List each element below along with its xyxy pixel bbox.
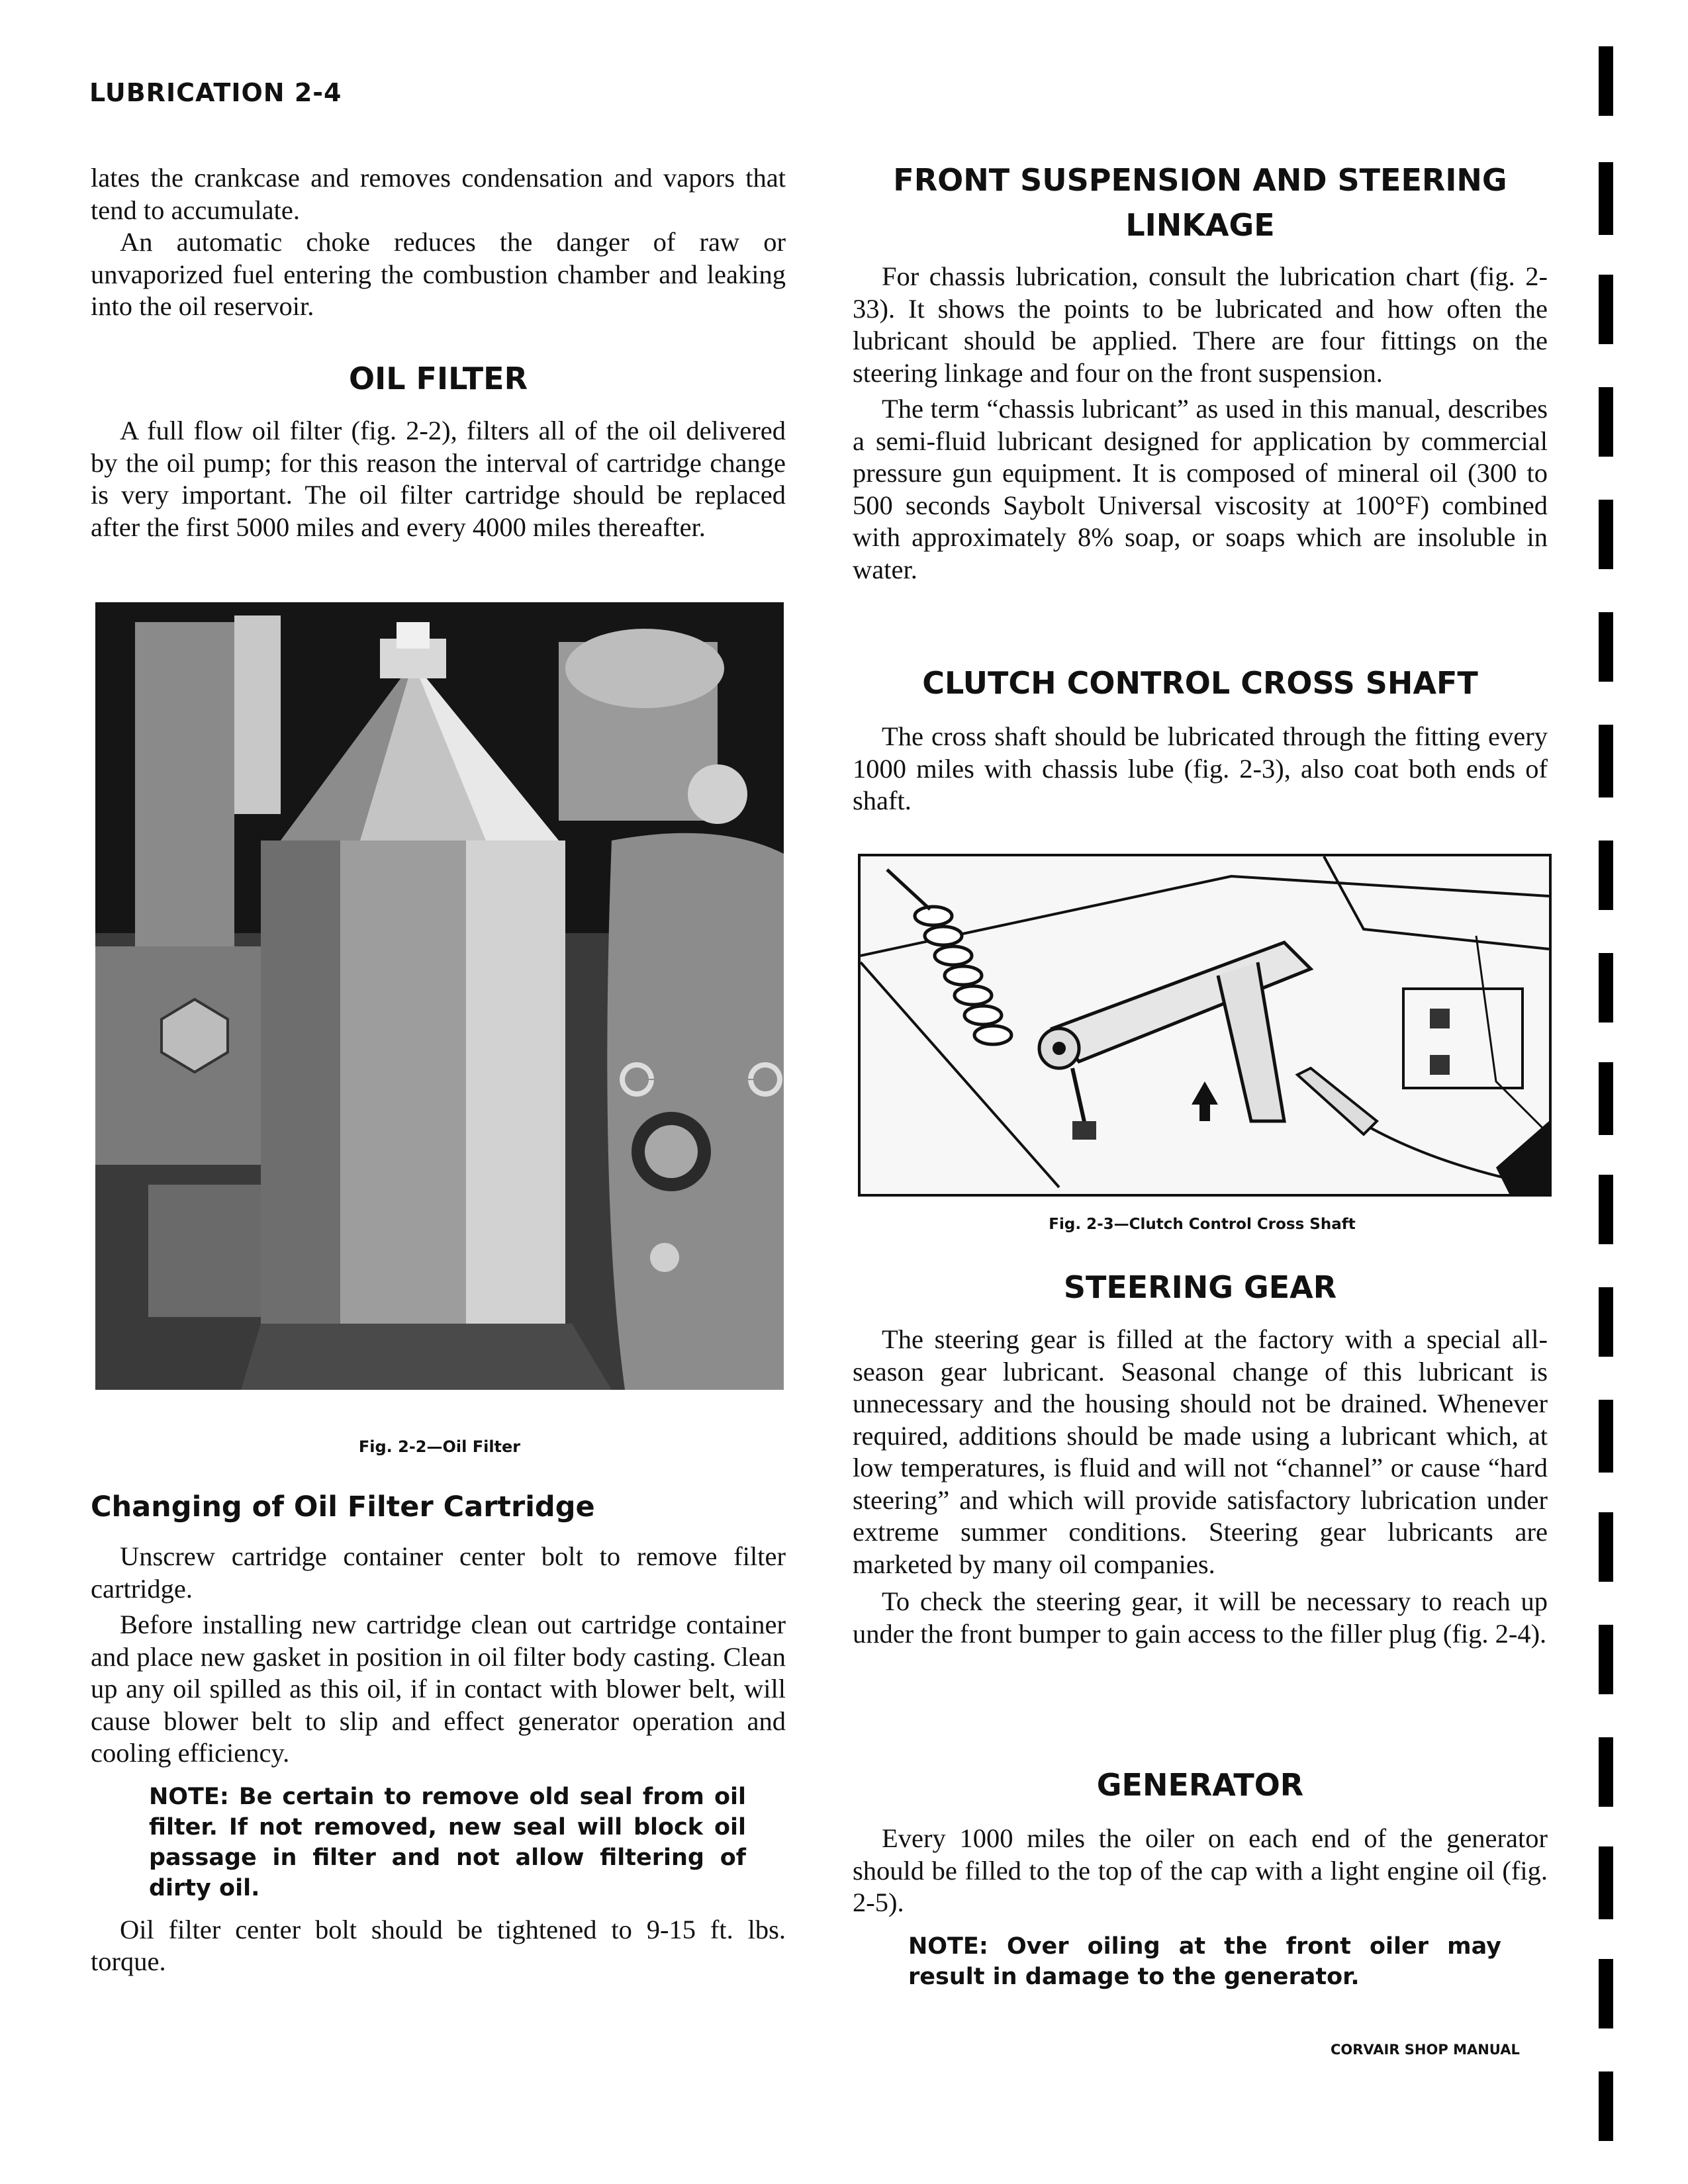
front-suspension-section xyxy=(853,158,1548,586)
changing-note: NOTE: Be certain to remove old seal from oil filter. If not removed, new seal will block oil passage in filter and not allow filtering of dirty oil. xyxy=(149,1783,746,1901)
margin-change-bar xyxy=(1599,1512,1613,1582)
margin-change-bar xyxy=(1599,1062,1613,1135)
margin-change-bar xyxy=(1599,387,1613,457)
intro-paragraph: lates the crankcase and removes condensation and vapors that tend to accumulate. xyxy=(91,163,786,225)
page-header: LUBRICATION 2-4 xyxy=(89,78,342,107)
figure-caption-clutch: Fig. 2-3—Clutch Control Cross Shaft xyxy=(1049,1216,1356,1233)
margin-change-bar xyxy=(1599,1175,1613,1244)
changing-paragraph: Unscrew cartridge container center bolt to remove filter cartridge. xyxy=(91,1541,786,1604)
oil-filter-photo xyxy=(95,602,784,1390)
oil-filter-heading: OIL FILTER xyxy=(348,361,528,396)
margin-change-bar xyxy=(1599,953,1613,1023)
generator-note: NOTE: Over oiling at the front oiler may result in damage to the generator. xyxy=(908,1933,1501,1990)
steering-gear-heading: STEERING GEAR xyxy=(1063,1269,1337,1305)
clutch-section xyxy=(853,665,1548,817)
margin-change-bar xyxy=(1599,500,1613,569)
margin-change-bar xyxy=(1599,2071,1613,2141)
margin-change-bar xyxy=(1599,1846,1613,1919)
figure-caption-oil-filter: Fig. 2-2—Oil Filter xyxy=(358,1437,521,1456)
margin-change-bar xyxy=(1599,1287,1613,1357)
margin-change-bar xyxy=(1599,1625,1613,1694)
changing-cartridge-section xyxy=(91,1490,786,1978)
left-column xyxy=(91,162,786,323)
margin-change-bar xyxy=(1599,1737,1613,1807)
front-suspension-heading: FRONT SUSPENSION AND STEERING LINKAGE xyxy=(893,162,1507,243)
intro-paragraph: An automatic choke reduces the danger of raw or unvaporized fuel entering the combustion chamber and leaking into the oil reservoir. xyxy=(91,227,786,321)
front-suspension-paragraph: For chassis lubrication, consult the lubrication chart (fig. 2-33). It shows the points to be lubricated and how often the lubricant should be applied. There are four fittings on the steering linkage and four on the front suspension. xyxy=(853,261,1548,388)
page-footer: CORVAIR SHOP MANUAL xyxy=(1331,2042,1520,2058)
margin-change-bar xyxy=(1599,46,1613,116)
front-suspension-paragraph: The term “chassis lubricant” as used in this manual, describes a semi-fluid lubricant designed for application by commercial pressure gun equipment. It is composed of mineral oil (300 to 500 seconds Saybolt Universal viscosity at 100°F) combined with approximately 8% soap, or soaps which are insoluble in water. xyxy=(853,394,1548,584)
changing-paragraph: Before installing new cartridge clean out cartridge container and place new gasket in position in oil filter body casting. Clean up any oil spilled as this oil, if in contact with blower belt, will cause blower belt to slip and effect generator operation and cooling efficiency. xyxy=(91,1610,786,1768)
steering-gear-section xyxy=(853,1269,1548,1650)
margin-change-bar xyxy=(1599,841,1613,910)
clutch-paragraph: The cross shaft should be lubricated through the fitting every 1000 miles with chassis lube (fig. 2-3), also coat both ends of shaft. xyxy=(853,721,1548,815)
changing-cartridge-heading: Changing of Oil Filter Cartridge xyxy=(91,1490,595,1524)
margin-change-bar xyxy=(1599,725,1613,797)
oil-filter-image xyxy=(95,602,784,1390)
margin-change-bar xyxy=(1599,275,1613,344)
clutch-heading: CLUTCH CONTROL CROSS SHAFT xyxy=(922,665,1478,701)
generator-section xyxy=(853,1767,1548,1992)
margin-change-bar xyxy=(1599,162,1613,235)
steering-gear-paragraph: To check the steering gear, it will be necessary to reach up under the front bumper to gain access to the filler plug (fig. 2-4). xyxy=(853,1586,1548,1649)
margin-change-bar xyxy=(1599,1400,1613,1473)
steering-gear-paragraph: The steering gear is filled at the factory with a special all-season gear lubricant. Seasonal change of this lubricant is unnecessary and the housing should not be drained. Whenever required, additions should be made using a lubricant which, at low temperatures, is fluid and will not “channel” or cause “hard steering” and which will provide satisfactory lubrication under extreme summer conditions. Steering gear lubricants are marketed by many oil companies. xyxy=(853,1324,1548,1579)
clutch-cross-shaft-drawing xyxy=(861,856,1549,1194)
generator-paragraph: Every 1000 miles the oiler on each end of the generator should be filled to the top of the cap with a light engine oil (fig. 2-5). xyxy=(853,1823,1548,1917)
clutch-cross-shaft-diagram xyxy=(858,854,1552,1197)
changing-closing: Oil filter center bolt should be tightened to 9-15 ft. lbs. torque. xyxy=(91,1914,786,1976)
margin-change-bar xyxy=(1599,1959,1613,2028)
oil-filter-paragraph: A full flow oil filter (fig. 2-2), filters all of the oil delivered by the oil pump; for this reason the interval of cartridge change is very important. The oil filter cartridge should be replaced after the first 5000 miles and every 4000 miles thereafter. xyxy=(91,416,786,542)
generator-heading: GENERATOR xyxy=(1096,1767,1304,1803)
oil-filter-section xyxy=(91,361,786,543)
margin-change-bar xyxy=(1599,612,1613,682)
